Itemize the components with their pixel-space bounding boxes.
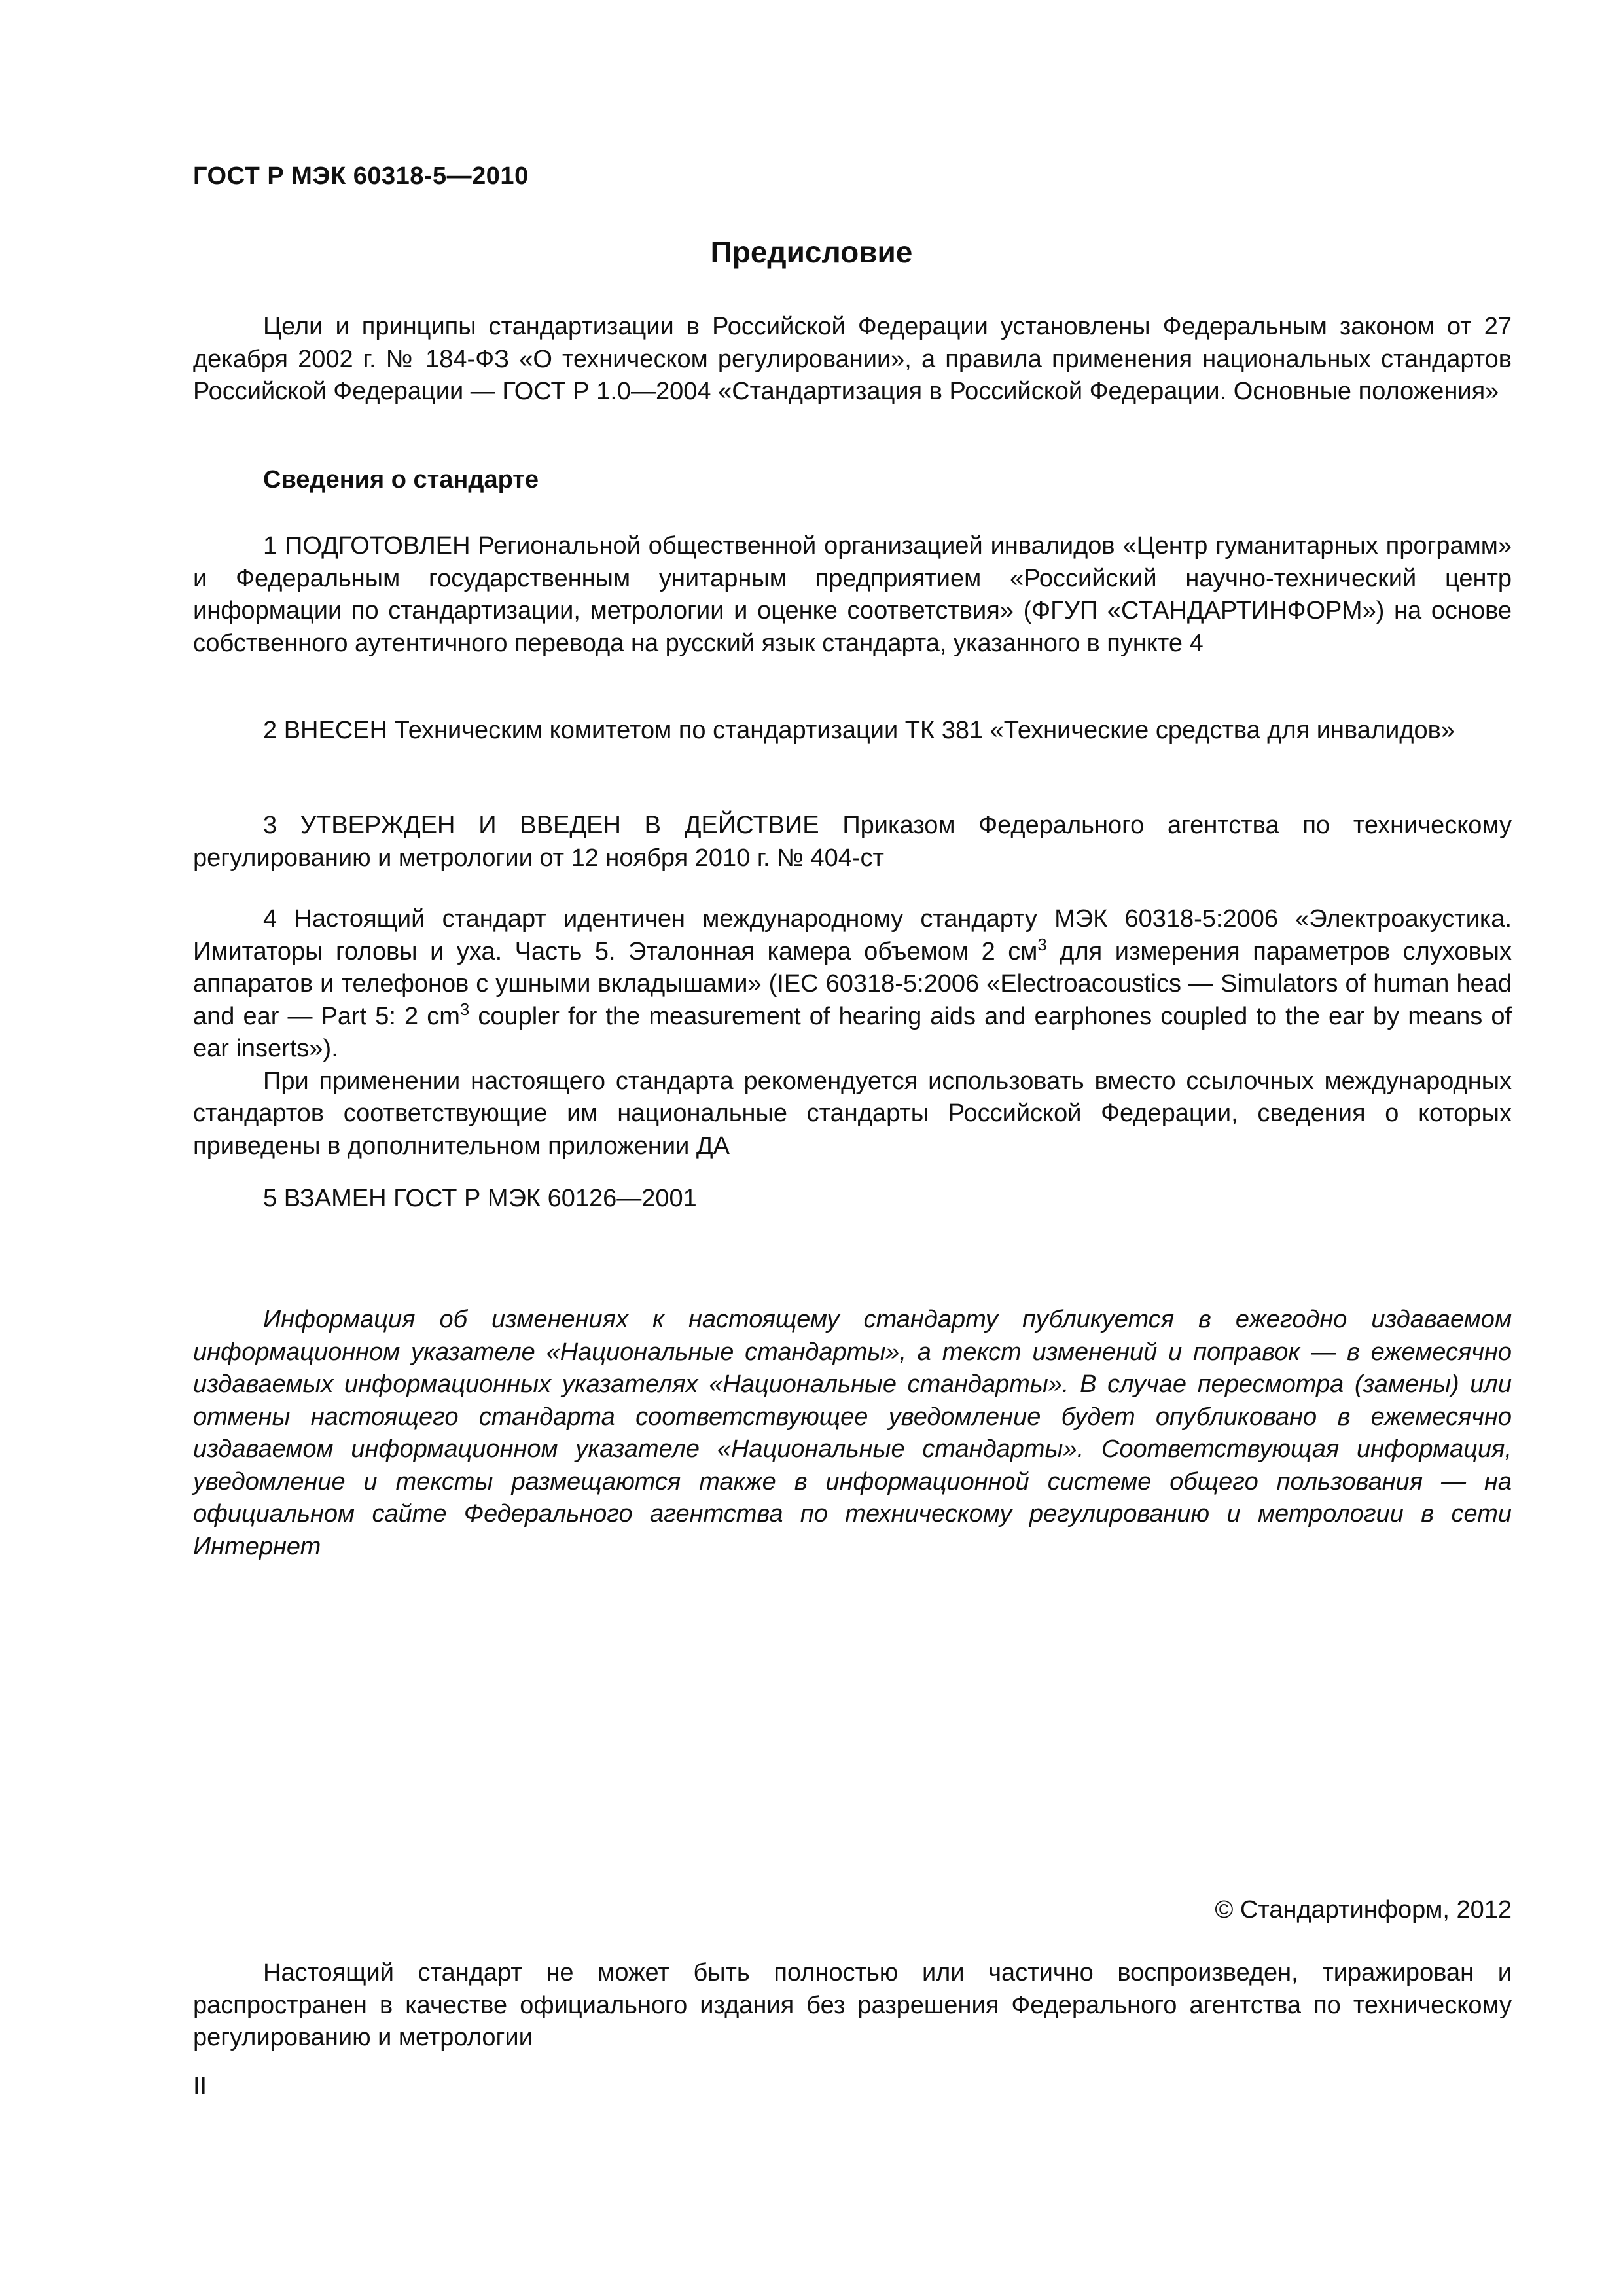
item-4-paragraph xyxy=(193,903,1512,1066)
intro-section xyxy=(193,311,1512,408)
change-info-section xyxy=(193,1304,1512,1563)
item-5-paragraph: 5 ВЗАМЕН ГОСТ Р МЭК 60126—2001 xyxy=(263,1185,697,1212)
change-info-paragraph: Информация об изменениях к настоящему стандарту публикуется в ежегодно издаваемом информационном указателе «Национальные стандарты», а текст изменений и поправок — в ежемесячно издаваемых информационных указателях «Национальные стандарты». В случае пересмотра (замены) или отмены настоящего стандарта соответствующее уведомление будет опубликовано в ежемесячно издаваемом информационном указателе «Национальные стандарты». Соответствующая информация, уведомление и тексты размещаются также в информационной системе общего пользования — на официальном сайте Федерального агентства по техническому регулированию и метрологии в сети Интернет xyxy=(193,1306,1512,1560)
item-5-section xyxy=(193,1183,1512,1215)
document-code-header: ГОСТ Р МЭК 60318-5—2010 xyxy=(193,162,529,190)
item-1-paragraph: 1 ПОДГОТОВЛЕН Региональной общественной организацией инвалидов «Центр гуманитарных программ» и Федеральным государственным унитарным предприятием «Российский научно-технический центр информации по стандартизации, метрологии и оценке соответствия» (ФГУП «СТАНДАРТИНФОРМ») на основе собственного аутентичного перевода на русский язык стандарта, указанного в пункте 4 xyxy=(193,532,1512,657)
item-4-section xyxy=(193,903,1512,1162)
reproduction-section xyxy=(193,1957,1512,2054)
superscript-3-second: 3 xyxy=(459,1000,470,1019)
intro-paragraph: Цели и принципы стандартизации в Российской Федерации установлены Федеральным законом от 27 декабря 2002 г. № 184-ФЗ «О техническом регулировании», а правила применения национальных стандартов Российской Федерации — ГОСТ Р 1.0—2004 «Стандартизация в Российской Федерации. Основные положения» xyxy=(193,313,1512,405)
item-4-note-paragraph: При применении настоящего стандарта рекомендуется использовать вместо ссылочных международных стандартов соответствующие им национальные стандарты Российской Федерации, сведения о которых приведены в дополнительном приложении ДА xyxy=(193,1067,1512,1160)
page-number: II xyxy=(193,2073,207,2100)
copyright-notice: © Стандартинформ, 2012 xyxy=(1215,1896,1512,1924)
reproduction-notice-paragraph: Настоящий стандарт не может быть полностью или частично воспроизведен, тиражирован и распространен в качестве официального издания без разрешения Федерального агентства по техническому регулированию и метрологии xyxy=(193,1959,1512,2051)
item-3-paragraph: 3 УТВЕРЖДЕН И ВВЕДЕН В ДЕЙСТВИЕ Приказом Федерального агентства по техническому регулированию и метрологии от 12 ноября 2010 г. № 404-ст xyxy=(193,812,1512,872)
item-1-section xyxy=(193,530,1512,660)
item-2-section xyxy=(193,715,1512,747)
item-3-section xyxy=(193,810,1512,874)
item-4-text-part1: 4 Настоящий стандарт идентичен международному стандарту МЭК 60318-5:2006 «Электроакустика. Имитаторы головы и уха. Часть 5. Эталонная камера объемом 2 см xyxy=(193,905,1512,965)
item-4-text-part3: coupler for the measurement of hearing aids and earphones coupled to the ear by means of ear inserts»). xyxy=(193,1002,1512,1062)
item-4-text-part2: для измерения параметров слуховых аппаратов и телефонов с ушными вкладышами» (IEC 60318-5:2006 «Electroacoustics — Simulators of human head and ear — Part 5: 2 cm xyxy=(193,937,1512,1030)
item-2-paragraph: 2 ВНЕСЕН Техническим комитетом по стандартизации ТК 381 «Технические средства для инвалидов» xyxy=(263,717,1455,744)
standard-info-heading: Сведения о стандарте xyxy=(263,466,539,493)
page-title: Предисловие xyxy=(710,235,913,269)
superscript-3-first: 3 xyxy=(1037,935,1047,954)
